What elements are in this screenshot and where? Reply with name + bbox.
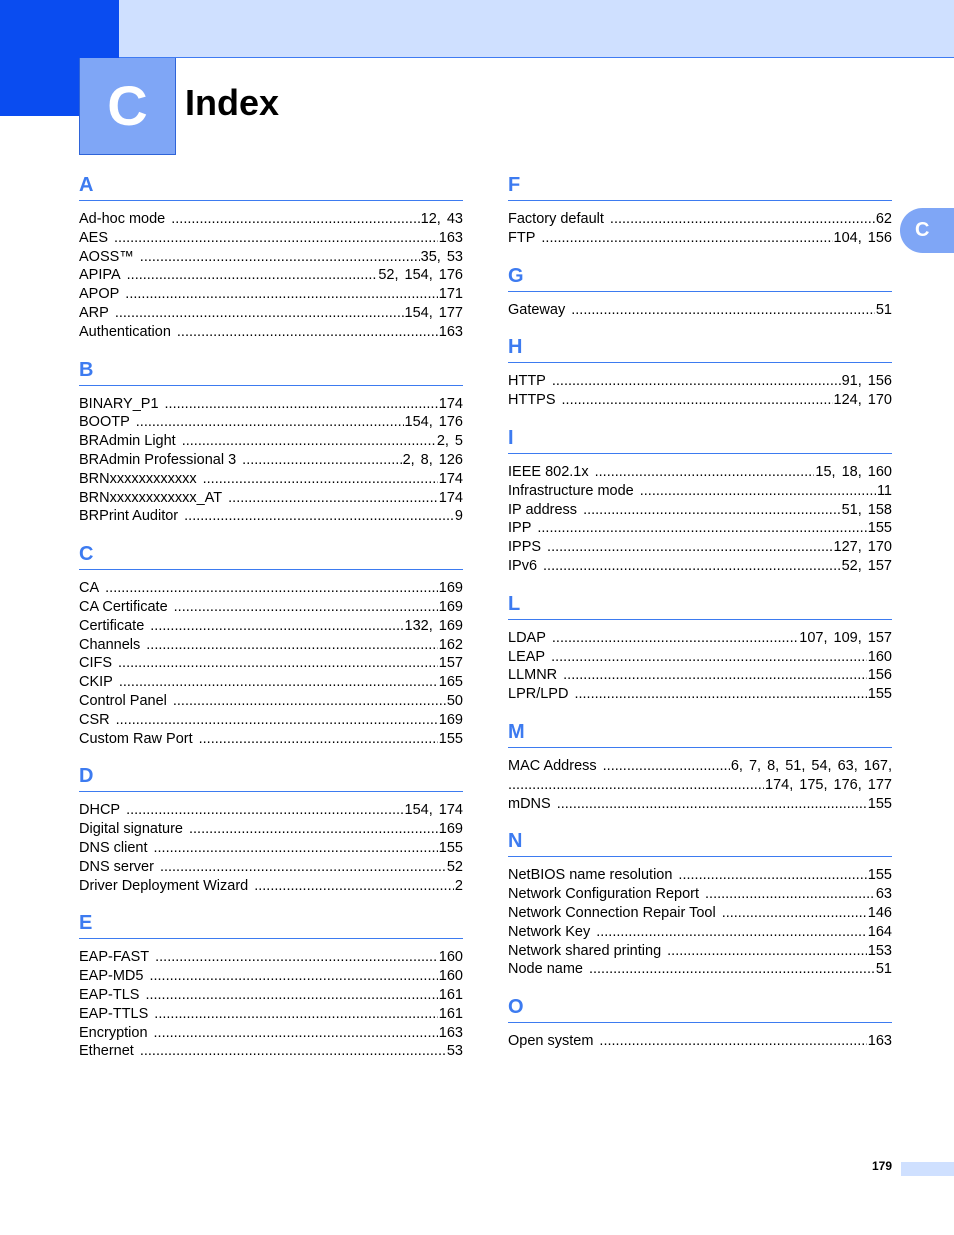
index-entry [508,776,892,795]
index-entry [79,839,463,858]
index-entry [79,692,463,711]
entry-pages: 51 [875,961,892,978]
dot-leader [543,557,841,576]
section-letter: M [508,717,892,748]
entry-pages: 6, 7, 8, 51, 54, 63, 167, [730,757,892,774]
entry-pages: 169 [438,598,463,615]
index-entry [79,711,463,730]
entry-term: AES [79,229,109,246]
index-entry [508,923,892,942]
dot-leader [551,648,867,667]
entry-term: LEAP [508,648,546,665]
index-entry [79,248,463,267]
entry-pages: 62 [875,211,892,227]
entry-term: BRNxxxxxxxxxxxx_AT [79,489,223,506]
index-entry [79,1024,463,1043]
index-entry [79,323,463,342]
entry-term: Infrastructure mode [508,482,634,499]
index-entry [79,451,463,470]
index-entry [508,866,892,885]
dot-leader [562,391,833,410]
index-entry [508,648,892,667]
dot-leader [722,904,867,923]
entry-pages: 50 [446,692,463,709]
entry-list [508,292,892,333]
entry-pages: 35, 53 [420,248,463,265]
dot-leader [574,685,866,704]
entry-term: NetBIOS name resolution [508,867,673,884]
chapter-box [79,58,176,155]
section-letter: B [79,355,463,386]
entry-pages: 169 [438,821,463,838]
entry-pages: 155 [867,520,892,537]
dot-leader [115,304,404,323]
entry-pages: 155 [438,730,463,747]
entry-term: Authentication [79,323,171,340]
index-entry [79,1042,463,1061]
entry-term: MAC Address [508,757,597,774]
entry-pages: 63 [875,886,892,903]
entry-term: Certificate [79,617,145,634]
dot-leader [583,501,841,520]
entry-pages: 160 [438,968,463,985]
index-entry [79,304,463,323]
entry-pages: 154, 177 [404,304,463,321]
entry-pages: 160 [438,949,463,966]
entry-pages: 164 [867,923,892,940]
dot-leader [595,463,815,482]
entry-list [79,386,463,540]
entry-pages: 163 [438,1024,463,1041]
entry-pages: 53 [446,1043,463,1060]
dot-leader [182,432,436,451]
dot-leader [154,1005,438,1024]
dot-leader [118,654,438,673]
entry-pages: 161 [438,986,463,1003]
entry-term: Network Key [508,923,591,940]
index-entry [79,579,463,598]
dot-leader [599,1032,866,1051]
entry-pages: 174, 175, 176, 177 [765,776,892,793]
dot-leader [610,210,875,229]
entry-pages: 51, 158 [841,501,892,518]
entry-pages: 169 [438,711,463,728]
dot-leader [177,323,438,342]
index-entry [79,636,463,655]
entry-term: HTTP [508,373,546,390]
index-section-f [508,170,892,261]
entry-pages: 52, 157 [841,557,892,574]
dot-leader [126,801,403,820]
section-letter: H [508,332,892,363]
index-entry [79,858,463,877]
index-section-a [79,170,463,355]
entry-term: BRPrint Auditor [79,508,179,525]
dot-leader [596,923,867,942]
entry-term: BRNxxxxxxxxxxxx [79,470,197,487]
section-letter: E [79,908,463,939]
dot-leader [173,692,446,711]
index-section-c [79,539,463,761]
entry-term: ARP [79,304,109,321]
entry-list [508,620,892,717]
entry-term: DNS server [79,858,154,875]
index-column-right [508,170,892,1064]
index-section-l [508,589,892,717]
section-letter: G [508,261,892,292]
section-letter: A [79,170,463,201]
entry-term: EAP-MD5 [79,968,144,985]
index-entry [79,210,463,229]
entry-pages: 155 [867,686,892,703]
entry-term: Factory default [508,211,604,227]
index-section-o [508,992,892,1064]
entry-pages: 107, 109, 157 [799,629,892,646]
index-entry [508,795,892,814]
index-entry [508,538,892,557]
index-entry [79,470,463,489]
index-entry [508,629,892,648]
section-letter: D [79,761,463,792]
index-entry [508,301,892,320]
entry-pages: 15, 18, 160 [815,463,892,480]
dot-leader [537,519,866,538]
entry-pages: 52, 154, 176 [378,267,463,284]
entry-list [79,570,463,761]
index-entry [79,489,463,508]
dot-leader [242,451,401,470]
index-entry [79,948,463,967]
dot-leader [228,489,438,508]
page-number: 179 [871,1159,892,1173]
dot-leader [589,960,875,979]
index-entry [79,820,463,839]
entry-list [508,1023,892,1064]
index-column-left [79,170,463,1074]
section-letter: L [508,589,892,620]
section-letter: I [508,423,892,454]
entry-term: Ad-hoc mode [79,211,166,227]
index-entry [79,413,463,432]
entry-term: mDNS [508,795,551,812]
dot-leader [165,395,438,414]
index-entry [508,557,892,576]
dot-leader [552,629,798,648]
entry-pages: 174 [438,489,463,506]
entry-pages: 2, 8, 126 [402,451,463,468]
entry-term: BRAdmin Professional 3 [79,451,237,468]
entry-pages: 157 [438,655,463,672]
entry-pages: 174 [438,395,463,412]
entry-pages: 51 [875,301,892,318]
entry-pages: 156 [867,667,892,684]
entry-term: DHCP [79,802,121,819]
dot-leader [105,579,438,598]
entry-term: LLMNR [508,667,558,684]
index-section-h [508,332,892,423]
index-entry [508,210,892,229]
entry-pages: 2 [454,877,463,894]
entry-list [79,939,463,1074]
dot-leader [552,372,841,391]
entry-term: Control Panel [79,692,167,709]
entry-term: CA [79,580,100,597]
entry-term: Driver Deployment Wizard [79,877,249,894]
entry-pages: 174 [438,470,463,487]
index-entry [79,967,463,986]
dot-leader [563,666,867,685]
entry-term: CA Certificate [79,598,168,615]
entry-pages: 160 [867,648,892,665]
entry-term: HTTPS [508,392,556,409]
entry-term: APOP [79,286,120,303]
dot-leader [557,795,867,814]
entry-term: APIPA [79,267,121,284]
page-title: Index [185,82,280,123]
entry-term: Node name [508,961,583,978]
index-entry [508,519,892,538]
index-section-d [79,761,463,908]
entry-term: IPPS [508,539,542,556]
index-entry [79,285,463,304]
entry-pages: 9 [454,508,463,525]
dot-leader [678,866,866,885]
dot-leader [640,482,876,501]
dot-leader [140,248,420,267]
index-entry [508,942,892,961]
index-entry [508,1032,892,1051]
entry-term: Encryption [79,1024,148,1041]
entry-pages: 132, 169 [404,617,463,634]
index-entry [508,463,892,482]
entry-term: AOSS™ [79,248,134,265]
dot-leader [705,885,875,904]
entry-pages: 52 [446,858,463,875]
entry-term: EAP-TLS [79,986,140,1003]
entry-term: IPv6 [508,557,538,574]
section-letter: C [79,539,463,570]
entry-term: Gateway [508,301,566,318]
index-entry [79,877,463,896]
index-section-e [79,908,463,1074]
dot-leader [171,210,419,229]
index-entry [508,391,892,410]
entry-term: Network Configuration Report [508,886,700,903]
entry-term: BOOTP [79,414,130,431]
index-section-m [508,717,892,826]
index-entry [79,507,463,526]
entry-term: CKIP [79,674,113,691]
header-rule [119,57,954,58]
entry-pages: 155 [867,867,892,884]
index-section-n [508,826,892,992]
entry-list [508,857,892,992]
dot-leader [155,948,438,967]
entry-term: DNS client [79,839,148,856]
index-entry [508,757,892,776]
dot-leader [150,617,403,636]
index-entry [79,730,463,749]
index-entry [79,266,463,285]
dot-leader [667,942,867,961]
entry-term: Open system [508,1033,594,1050]
dot-leader [154,839,438,858]
entry-term: BINARY_P1 [79,395,159,412]
entry-pages: 169 [438,580,463,597]
entry-term: CIFS [79,655,113,672]
index-entry [79,395,463,414]
entry-term: IPP [508,520,532,537]
entry-term: LDAP [508,629,546,646]
entry-term: Channels [79,636,141,653]
entry-list [508,748,892,826]
dot-leader [547,538,833,557]
index-entry [79,801,463,820]
entry-term: Digital signature [79,821,183,838]
index-entry [508,372,892,391]
index-entry [508,885,892,904]
index-entry [79,654,463,673]
index-entry [79,986,463,1005]
dot-leader [174,598,438,617]
entry-pages: 163 [438,229,463,246]
entry-term: Network shared printing [508,942,662,959]
section-letter: N [508,826,892,857]
entry-term: FTP [508,229,536,246]
dot-leader [149,967,437,986]
entry-pages: 163 [438,323,463,340]
dot-leader [127,266,378,285]
entry-term: EAP-FAST [79,949,150,966]
entry-pages: 155 [867,795,892,812]
dot-leader [184,507,454,526]
dot-leader [136,413,404,432]
dot-leader [189,820,438,839]
entry-term: Custom Raw Port [79,730,193,747]
entry-pages: 2, 5 [436,433,463,450]
entry-term: LPR/LPD [508,686,569,703]
entry-pages: 153 [867,942,892,959]
index-entry [79,432,463,451]
index-section-g [508,261,892,333]
entry-pages: 161 [438,1005,463,1022]
dot-leader [140,1042,446,1061]
entry-list [508,363,892,423]
index-entry [508,229,892,248]
section-letter: O [508,992,892,1023]
entry-pages: 171 [438,286,463,303]
entry-pages: 12, 43 [420,211,463,227]
dot-leader [125,285,438,304]
index-entry [508,960,892,979]
entry-pages: 154, 174 [404,802,463,819]
index-entry [79,229,463,248]
entry-pages: 155 [438,839,463,856]
dot-leader [145,986,437,1005]
entry-pages: 91, 156 [841,373,892,390]
index-entry [508,501,892,520]
entry-term: BRAdmin Light [79,433,176,450]
entry-pages: 163 [867,1033,892,1050]
entry-term: IEEE 802.1x [508,463,589,480]
entry-term: CSR [79,711,110,728]
index-entry [508,904,892,923]
entry-list [79,201,463,355]
entry-pages: 154, 176 [404,414,463,431]
dot-leader [116,711,438,730]
dot-leader [254,877,454,896]
entry-list [79,792,463,908]
dot-leader [119,673,438,692]
entry-pages: 162 [438,636,463,653]
dot-leader [571,301,875,320]
index-entry [508,666,892,685]
entry-term: Ethernet [79,1043,134,1060]
entry-pages: 11 [876,482,892,499]
index-entry [508,685,892,704]
dot-leader [199,730,438,749]
side-tab-letter: C [915,219,930,241]
header-band [0,0,954,58]
index-entry [79,617,463,636]
entry-list [508,454,892,589]
chapter-side-tab [900,208,954,253]
dot-leader [508,776,764,795]
index-entry [79,598,463,617]
dot-leader [146,636,438,655]
entry-pages: 127, 170 [833,539,892,556]
dot-leader [603,757,730,776]
entry-pages: 124, 170 [833,392,892,409]
section-letter: F [508,170,892,201]
chapter-letter: C [107,74,148,137]
index-section-b [79,355,463,540]
entry-pages: 104, 156 [833,229,892,246]
entry-pages: 165 [438,674,463,691]
footer-bar [901,1162,954,1176]
dot-leader [154,1024,438,1043]
entry-term: EAP-TTLS [79,1005,149,1022]
entry-term: IP address [508,501,578,518]
entry-pages: 146 [867,904,892,921]
index-section-i [508,423,892,589]
entry-term: Network Connection Repair Tool [508,904,716,921]
dot-leader [114,229,438,248]
index-entry [79,673,463,692]
index-entry [79,1005,463,1024]
entry-list [508,201,892,261]
dot-leader [541,229,832,248]
dot-leader [203,470,438,489]
dot-leader [160,858,446,877]
index-entry [508,482,892,501]
